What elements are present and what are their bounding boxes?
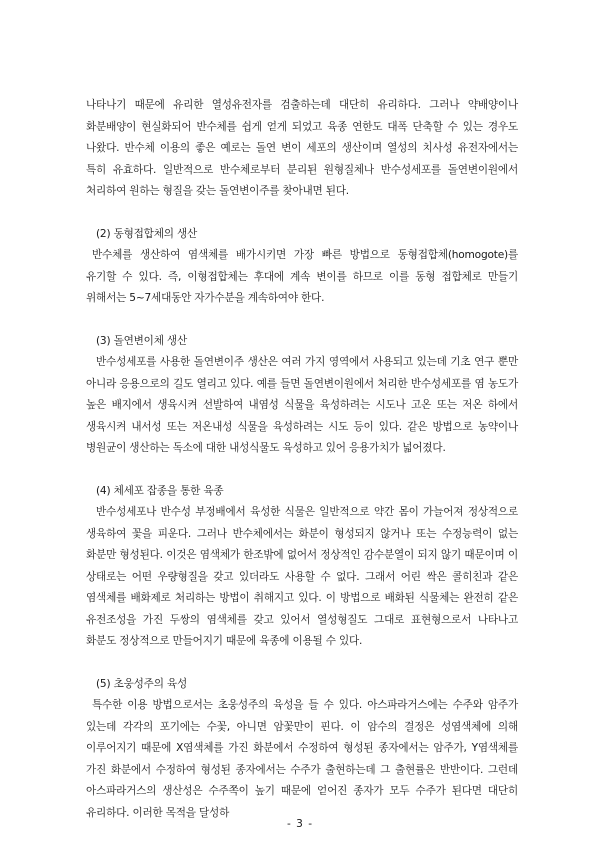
section-paragraph: 특수한 이용 방법으로서는 초웅성주의 육성을 들 수 있다. 아스파라거스에는 수주와 암주가 있는데 각각의 포기에는 수꽃, 아니면 암꽃만이 핀다. 이 암수의 결정은 성염색체에 의해 이루어지기 때문에 X염색체를 가진 화분에서 수정하여 형성된 종자에서는 암주가, Y염색체를 가진 화분에서 수정하여 형성된 종자에서는 수주가 출현하는데 그 출현률은 반반이다. 그런데 아스파라거스의 생산성은 수주쪽이 높기 때문에 얻어진 종자가 모두 수주가 된다면 대단히 유리하다. 이러한 목적을 달성하 [86, 699, 518, 819]
section-heading: (5) 초웅성주의 육성 [96, 677, 187, 690]
section-somatic-hybrid [86, 481, 518, 653]
section-heading: (3) 돌연변이체 생산 [96, 334, 187, 347]
page-number: - 3 - [286, 818, 314, 830]
section-homozygote [86, 224, 518, 310]
section-supermale [86, 674, 518, 825]
section-mutant [86, 331, 518, 460]
section-paragraph: 반수성세포를 사용한 돌연변이주 생산은 여러 가지 영역에서 사용되고 있는데 기초 연구 뿐만 아니라 응용으로의 길도 열리고 있다. 예를 들면 돌연변이원에서 처리한 반수성세포를 염 농도가 높은 배지에서 생육시켜 선발하여 내염성 식물을 육성하려는 시도나 고온 또는 저온 하에서 생육시켜 내서성 또는 저온내성 식물을 육성하려는 시도 등이 있다. 같은 방법으로 농약이나 병원균이 생산하는 독소에 대한 내성식물도 육성하고 있어 응용가치가 넓어졌다. [86, 356, 518, 454]
section-heading: (2) 동형접합체의 생산 [96, 227, 198, 240]
section-paragraph: 반수성세포나 반수성 부정배에서 육성한 식물은 일반적으로 약간 몸이 가늘어져 정상적으로 생육하여 꽃을 피운다. 그러나 반수체에서는 화분이 형성되지 않거나 또는 수정능력이 없는 화분만 형성된다. 이것은 염색체가 한조밖에 없어서 정상적인 감수분열이 되지 않기 때문이며 이 상태로는 어떤 우량형질을 갖고 있더라도 사용할 수 없다. 그래서 어린 싹은 콜히친과 같은 염색체를 배화제로 처리하는 방법이 취해지고 있다. 이 방법으로 배화된 식물체는 완전히 같은 유전조성을 가진 두쌍의 염색체를 갖고 있어서 열성형질도 그대로 표현형으로서 나타나고 화분도 정상적으로 만들어지기 때문에 육종에 이용될 수 있다. [86, 506, 518, 647]
intro-paragraph: 나타나기 때문에 유리한 열성유전자를 검출하는데 대단히 유리하다. 그러나 약배양이나 화분배양이 현실화되어 반수체를 쉽게 얻게 되었고 육종 연한도 대폭 단축할 수 있는 경우도 나왔다. 반수체 이용의 좋은 예로는 돌연 변이 세포의 생산이며 열성의 치사성 유전자에서는 특히 유효하다. 일반적으로 반수체로부터 분리된 원형질체나 반수성세포를 돌연변이원에서 처리하여 원하는 형질을 갖는 돌연변이주를 찾아내면 된다. [86, 99, 518, 197]
section-paragraph: 반수체를 생산하여 염색체를 배가시키면 가장 빠른 방법으로 동형접합체(homogote)를 유기할 수 있다. 즉, 이형접합체는 후대에 계속 변이를 하므로 이를 동형 접합체로 만들기 위해서는 5~7세대동안 자가수분을 계속하여야 한다. [86, 249, 518, 304]
section-heading: (4) 체세포 잡종을 통한 육종 [96, 484, 224, 497]
document-body [86, 95, 518, 824]
